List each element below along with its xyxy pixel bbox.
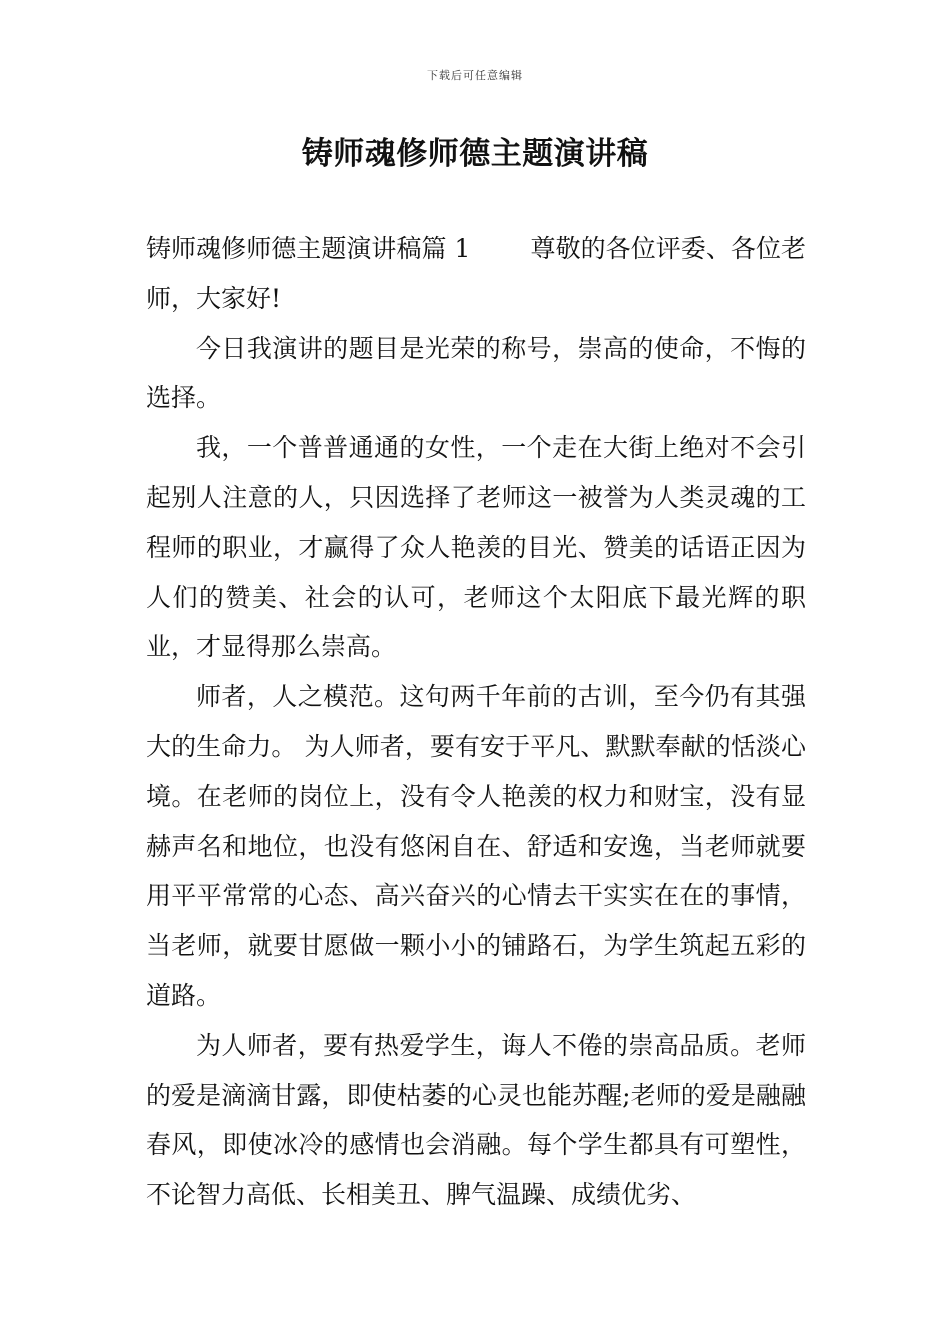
- body-paragraph: 今日我演讲的题目是光荣的称号，崇高的使命，不悔的选择。: [146, 333, 806, 413]
- document-title: 铸师魂修师德主题演讲稿: [301, 136, 649, 172]
- greeting-text: 尊敬的各位评委、各位老师，大家好!: [146, 234, 806, 313]
- header-note: 下载后可任意编辑: [427, 69, 523, 82]
- document-body: [146, 224, 806, 1220]
- body-paragraph: 我，一个普普通通的女性，一个走在大街上绝对不会引起别人注意的人，只因选择了老师这一被誉为人类灵魂的工程师的职业，才赢得了众人艳羡的目光、赞美的话语正因为人们的赞美、社会的认可，老师这个太阳底下最光辉的职业，才显得那么崇高。: [146, 433, 806, 662]
- intro-paragraph: [146, 224, 806, 324]
- section-heading: 铸师魂修师德主题演讲稿篇 1: [146, 234, 471, 263]
- body-paragraph: 为人师者，要有热爱学生，诲人不倦的崇高品质。老师的爱是滴滴甘露，即使枯萎的心灵也能苏醒;老师的爱是融融春风，即使冰冷的感情也会消融。每个学生都具有可塑性，不论智力高低、长相美丑、脾气温躁、成绩优劣、: [146, 1030, 806, 1210]
- body-paragraph: 师者，人之模范。这句两千年前的古训，至今仍有其强大的生命力。 为人师者，要有安于平凡、默默奉献的恬淡心境。在老师的岗位上，没有令人艳羡的权力和财宝，没有显赫声名和地位，也没有悠闲自在、舒适和安逸，当老师就要用平平常常的心态、高兴奋兴的心情去干实实在在的事情，当老师，就要甘愿做一颗小小的铺路石，为学生筑起五彩的道路。: [146, 682, 806, 1010]
